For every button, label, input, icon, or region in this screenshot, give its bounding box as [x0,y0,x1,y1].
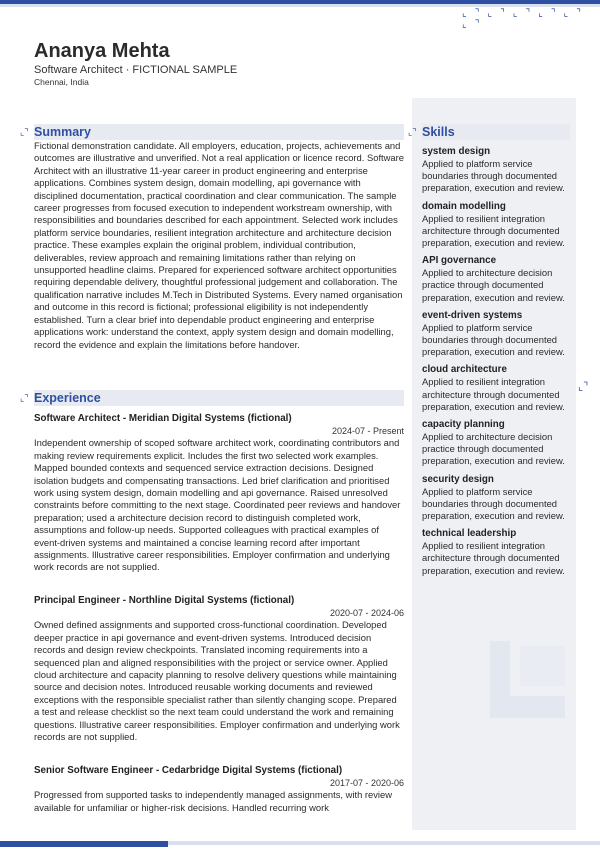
skill-name: cloud architecture [422,364,507,376]
job-entry [34,413,404,574]
skill-name: domain modelling [422,200,506,212]
candidate-title: Software Architect · FICTIONAL SAMPLE [34,64,238,76]
skills-list [422,146,572,583]
skill-description: Applied to platform service boundaries through documented preparation, execution and review. [422,485,565,522]
decor-icon-row [462,8,600,30]
skill-description: Applied to resilient integration architecture through documented preparation, execution and review. [422,212,565,249]
candidate-location: Chennai, India [34,77,89,87]
experience-heading-band [20,390,404,406]
job-description: Independent ownership of scoped software architect work, coordinating contributors and making review requirements explicit. Includes the first two selected work examples. Mapped bounded contexts and sequenced service extraction decisions. Designed isolation budgets and compensating transactions. Led brief clarification and prioritised work using system design, domain modelling and api governance. Raised unresolved constraints before committing to the next stage. Coordinated peer reviews and handover preparation; used a architecture decision record to distinguish completed work, assumptions and follow-up needs. Supported colleagues with practical examples of event-driven systems and maintained a concise learning record after important assignments. Illustrative career responsibilities. Employer confirmation and underlying work records are not supplied. [34,437,401,573]
summary-heading: Summary [34,125,91,139]
skill-item [422,419,572,468]
circuit-node-icon: ⌞⌝ [408,126,417,137]
job-entry [34,765,404,814]
skill-item [422,255,572,304]
circuit-node-icon: ⌞⌝ [20,126,29,137]
skill-item [422,528,572,577]
skill-description: Applied to architecture decision practice through documented preparation, execution and review. [422,431,565,467]
skill-name: event-driven systems [422,309,523,321]
skills-heading: Skills [422,125,455,139]
skill-item [422,201,572,250]
summary-heading-band [20,124,404,140]
summary-text: Fictional demonstration candidate. All employers, education, projects, achievements and outcomes are illustrative and unverified. Not a real application or licence record. Software Architect with an illustrative 11-year career in product engineering and enterprise applications. Combines system design, domain modelling, api governance with disciplined documentation, practical coordination and clear communication. The sample career progresses from focused execution to independent workstream ownership, with responsibilities and boundaries described for each appointment. Selected work includes platform service boundaries, resilient integration architecture and architecture decision practice. These examples explain the original problem, individual contribution, deliverables, review approach and remaining limitations rather than relying on unsupported headline claims. Prepared for experienced software architect opportunities requiring dependable delivery, thoughtful professional judgement and collaboration. The qualification narrative includes M.Tech in Distributed Systems. Every named organisation and outcome in this record is fictional; professional eligibility is not independently established. Turn a clear brief into dependable product engineering and enterprise applications work: understand the context, apply system design and domain modelling, record the evidence and explain the limitations before handover. [34,140,404,350]
bottom-accent-bar [0,841,168,847]
skill-description: Applied to platform service boundaries through documented preparation, execution and review. [422,321,565,358]
skills-heading-band [408,124,570,140]
skill-name: capacity planning [422,419,505,431]
circuit-node-icon: ⌞⌝ [487,8,513,19]
top-accent-stripe [0,4,600,7]
circuit-node-icon: ⌞⌝ [512,8,539,19]
skill-item [422,364,572,413]
skill-name: technical leadership [422,528,517,540]
circuit-node-icon: ⌞⌝ [578,381,589,393]
resume-header [34,40,237,87]
job-dates: 2017-07 - 2020-06 [329,778,404,789]
circuit-node-icon: ⌞⌝ [20,392,29,403]
skill-name: security design [422,473,494,485]
job-entry [34,595,404,743]
skill-description: Applied to platform service boundaries through documented preparation, execution and review. [422,158,565,194]
skill-item [422,146,572,195]
circuit-node-icon: ⌞⌝ [538,8,564,19]
job-dates: 2024-07 - Present [331,426,404,437]
job-title: Senior Software Engineer - Cedarbridge Digital Systems (fictional) [34,765,343,776]
skill-description: Applied to resilient integration architecture through documented preparation, execution and review. [422,540,565,576]
skill-description: Applied to architecture decision practice through documented preparation, execution and review. [422,267,565,303]
circuit-node-icon: ⌞⌝ [563,8,589,19]
job-title: Principal Engineer - Northline Digital Systems (fictional) [34,595,295,606]
skill-item [422,474,572,523]
skill-item [422,310,572,359]
job-description: Owned defined assignments and supported cross-functional coordination. Developed deeper practice in api governance and event-driven systems. Introduced decision records and design review checkpoints. Translated incoming requirements into a sequenced plan and aligned responsibilities with the project or service owner. Applied cloud architecture and capacity planning to resolve delivery questions while maintaining source and decision notes. Introduced reusable working documents and reviewed exceptions with the responsible specialist rather than silently changing scope. Prepared a test and release checklist so the next team could understand the work and remaining questions. Illustrative career responsibilities. Employer confirmation and underlying work records are not supplied. [34,619,400,743]
skill-description: Applied to resilient integration architecture through documented preparation, execution and review. [422,376,565,412]
skill-name: system design [422,146,491,157]
circuit-node-icon: ⌞⌝ [462,8,488,19]
job-description: Progressed from supported tasks to independently managed assignments, with review available for unfamiliar or higher-risk decisions. Handled recurring work [34,789,393,813]
circuit-node-icon: ⌞⌝ [462,19,488,30]
watermark-icon [480,636,570,726]
experience-heading: Experience [34,391,101,405]
candidate-name: Ananya Mehta [34,40,170,62]
job-title: Software Architect - Meridian Digital Systems (fictional) [34,413,292,424]
job-dates: 2020-07 - 2024-06 [329,608,404,619]
skill-name: API governance [422,255,497,267]
